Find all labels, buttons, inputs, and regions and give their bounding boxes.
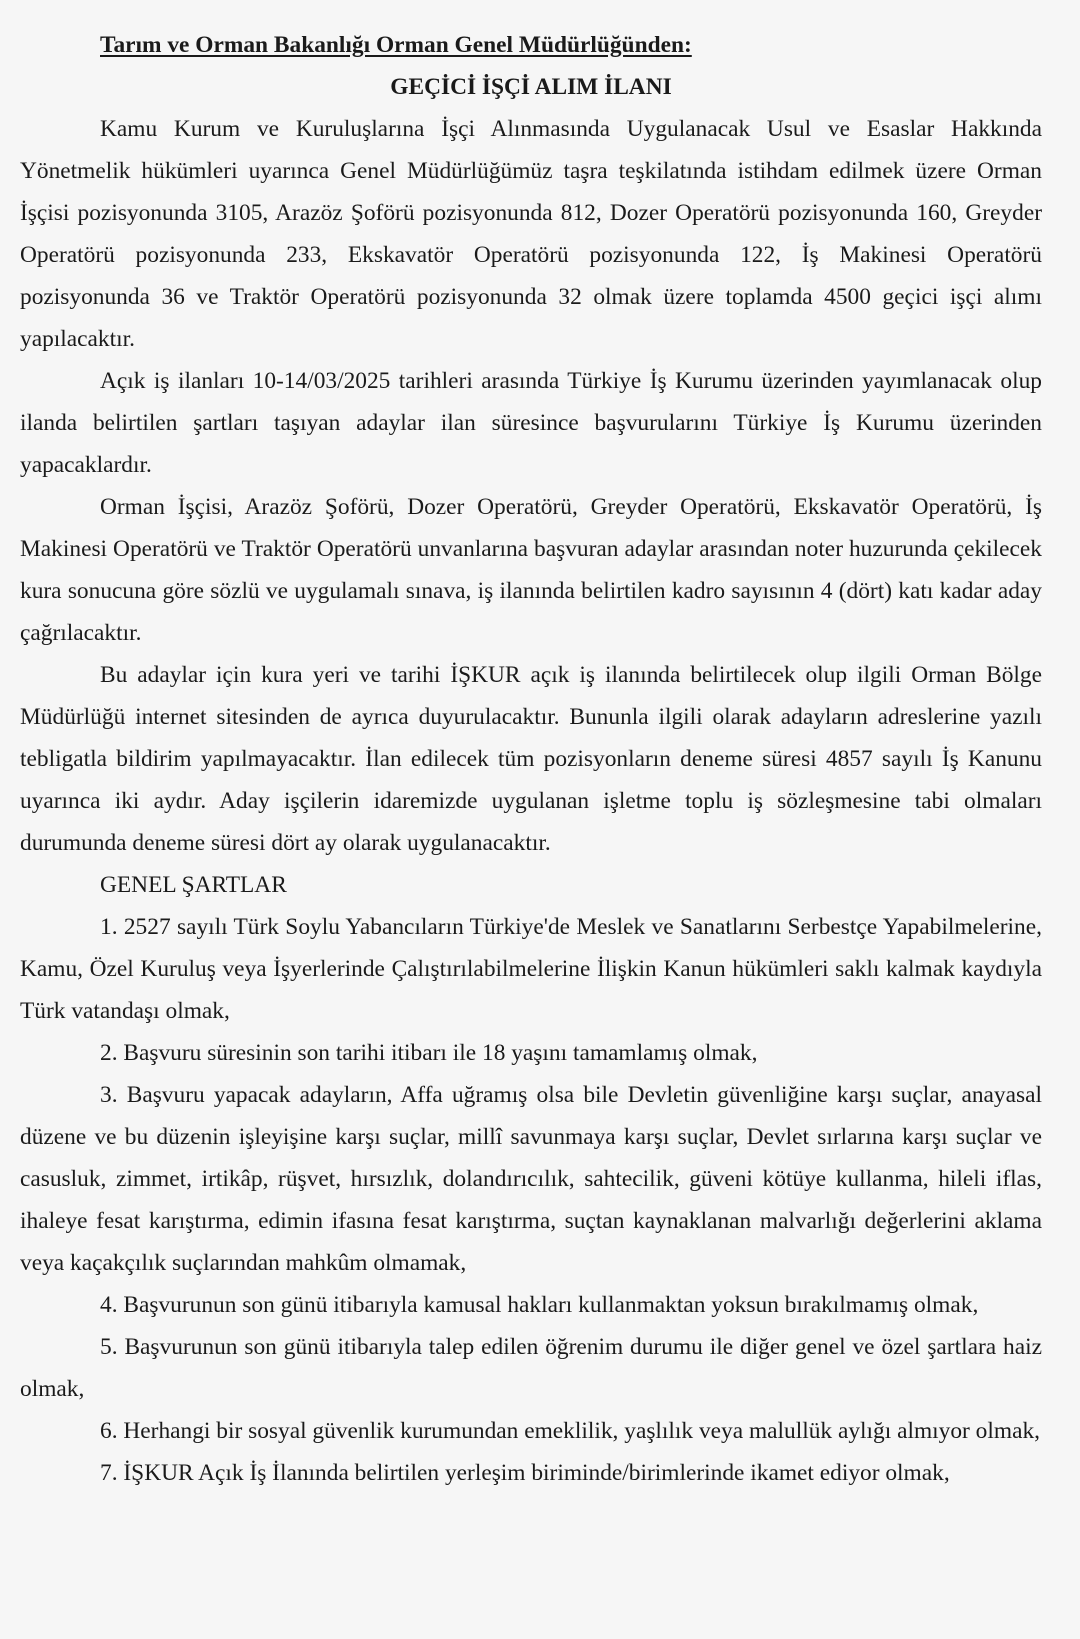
issuer-heading: Tarım ve Orman Bakanlığı Orman Genel Müdürlüğünden:	[100, 32, 692, 58]
section-heading-general-conditions: GENEL ŞARTLAR	[100, 872, 287, 898]
paragraph-application-dates: Açık iş ilanları 10-14/03/2025 tarihleri arasında Türkiye İş Kurumu üzerinden yayımlanacak olup ilanda belirtilen şartları taşıyan adaylar ilan süresince başvurularını Türkiye İş Kurumu üzerinden yapacaklardır.	[20, 368, 1042, 478]
paragraph-probation: Bu adaylar için kura yeri ve tarihi İŞKUR açık iş ilanında belirtilecek olup ilgili Orman Bölge Müdürlüğü internet sitesinden de ayrıca duyurulacaktır. Bununla ilgili olarak adayların adreslerine yazılı tebligatla bildirim yapılmayacaktır. İlan edilecek tüm pozisyonların deneme süresi 4857 sayılı İş Kanunu uyarınca iki aydır. Aday işçilerin idaremizde uygulanan işletme toplu iş sözleşmesine tabi olmaları durumunda deneme süresi dört ay olarak uygulanacaktır.	[20, 662, 1042, 856]
requirement-item-2: 2. Başvuru süresinin son tarihi itibarı ile 18 yaşını tamamlamış olmak,	[100, 1040, 758, 1066]
requirement-item-4: 4. Başvurunun son günü itibarıyla kamusal hakları kullanmaktan yoksun bırakılmamış olmak,	[100, 1292, 979, 1318]
requirement-item-5: 5. Başvurunun son günü itibarıyla talep edilen öğrenim durumu ile diğer genel ve özel şartlara haiz olmak,	[20, 1334, 1042, 1402]
paragraph-lottery: Orman İşçisi, Arazöz Şoförü, Dozer Operatörü, Greyder Operatörü, Ekskavatör Operatörü, İş Makinesi Operatörü ve Traktör Operatörü unvanlarına başvuran adaylar arasından noter huzurunda çekilecek kura sonucuna göre sözlü ve uygulamalı sınava, iş ilanında belirtilen kadro sayısının 4 (dört) katı kadar aday çağrılacaktır.	[20, 494, 1042, 646]
requirement-item-1: 1. 2527 sayılı Türk Soylu Yabancıların Türkiye'de Meslek ve Sanatlarını Serbestçe Yapabilmelerine, Kamu, Özel Kuruluş veya İşyerlerinde Çalıştırılabilmelerine İlişkin Kanun hükümleri saklı kalmak kaydıyla Türk vatandaşı olmak,	[20, 914, 1042, 1024]
announcement-title: GEÇİCİ İŞÇİ ALIM İLANI	[390, 74, 672, 100]
requirement-item-7: 7. İŞKUR Açık İş İlanında belirtilen yerleşim biriminde/birimlerinde ikamet ediyor olmak,	[100, 1460, 950, 1486]
paragraph-intro: Kamu Kurum ve Kuruluşlarına İşçi Alınmasında Uygulanacak Usul ve Esaslar Hakkında Yönetmelik hükümleri uyarınca Genel Müdürlüğümüz taşra teşkilatında istihdam edilmek üzere Orman İşçisi pozisyonunda 3105, Arazöz Şoförü pozisyonunda 812, Dozer Operatörü pozisyonunda 160, Greyder Operatörü pozisyonunda 233, Ekskavatör Operatörü pozisyonunda 122, İş Makinesi Operatörü pozisyonunda 36 ve Traktör Operatörü pozisyonunda 32 olmak üzere toplamda 4500 geçici işçi alımı yapılacaktır.	[20, 116, 1042, 352]
requirement-item-6: 6. Herhangi bir sosyal güvenlik kurumundan emeklilik, yaşlılık veya malullük aylığı almıyor olmak,	[100, 1418, 1040, 1444]
requirement-item-3: 3. Başvuru yapacak adayların, Affa uğramış olsa bile Devletin güvenliğine karşı suçlar, anayasal düzene ve bu düzenin işleyişine karşı suçlar, millî savunmaya karşı suçlar, Devlet sırlarına karşı suçlar ve casusluk, zimmet, irtikâp, rüşvet, hırsızlık, dolandırıcılık, sahtecilik, güveni kötüye kullanma, hileli iflas, ihaleye fesat karıştırma, edimin ifasına fesat karıştırma, suçtan kaynaklanan malvarlığı değerlerini aklama veya kaçakçılık suçlarından mahkûm olmamak,	[20, 1082, 1042, 1276]
